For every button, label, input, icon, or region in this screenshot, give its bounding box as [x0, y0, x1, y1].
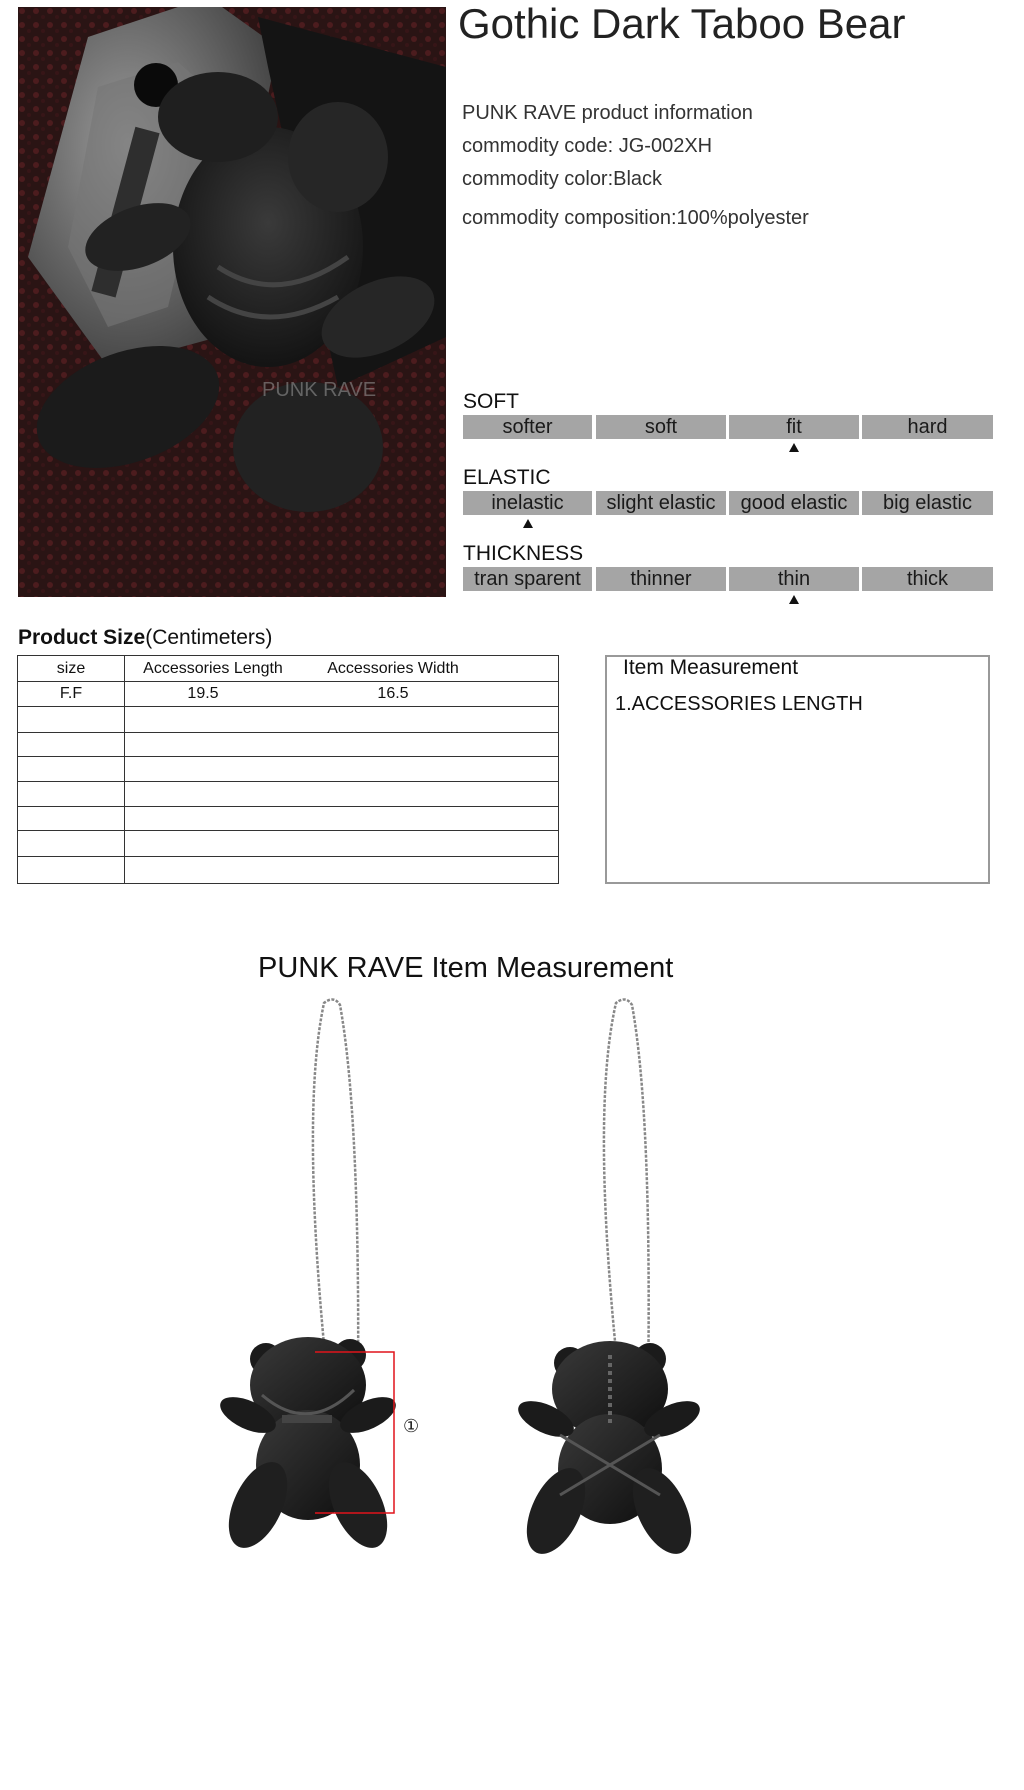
table-rule: [18, 756, 558, 757]
soft-rating-label: SOFT: [463, 390, 519, 413]
soft-rating-scale: [463, 415, 993, 455]
product-size-heading-bold: Product Size: [18, 626, 146, 649]
soft-option: soft: [596, 415, 726, 439]
table-rule: [18, 681, 558, 682]
bear-measurement-art: [200, 995, 760, 1735]
thickness-option: thinner: [596, 567, 726, 591]
elastic-option: slight elastic: [596, 491, 726, 515]
table-column-rule: [124, 656, 125, 883]
product-size-unit: (Centimeters): [145, 626, 273, 649]
commodity-composition-label: commodity composition:: [462, 207, 677, 229]
measurement-callout: ①: [403, 1416, 420, 1437]
thickness-option: tran sparent: [463, 567, 592, 591]
product-title: Gothic Dark Taboo Bear: [458, 0, 906, 47]
product-size-heading: [18, 626, 272, 650]
soft-selected-marker: [789, 443, 799, 452]
elastic-rating-scale: [463, 491, 993, 531]
elastic-option: good elastic: [729, 491, 859, 515]
table-cell-length: 19.5: [187, 685, 219, 702]
thickness-rating-label: THICKNESS: [463, 542, 584, 565]
table-rule: [18, 830, 558, 831]
bear-back: [513, 1341, 705, 1563]
table-rule: [18, 732, 558, 733]
table-cell-size: F.F: [59, 685, 83, 702]
hero-photo-art: [18, 7, 446, 597]
measurement-item: 1.ACCESSORIES LENGTH: [615, 693, 863, 715]
table-header-size: size: [56, 660, 86, 677]
hero-watermark: PUNK RAVE: [262, 379, 377, 401]
commodity-code: [462, 135, 712, 158]
soft-option: softer: [463, 415, 592, 439]
bear-front: [215, 1337, 401, 1557]
commodity-composition-value: 100%polyester: [676, 207, 809, 229]
soft-option: hard: [862, 415, 993, 439]
commodity-composition: [462, 207, 809, 230]
commodity-code-value: JG-002XH: [618, 135, 713, 157]
elastic-rating-label: ELASTIC: [463, 466, 551, 489]
measurement-box: [605, 655, 990, 884]
soft-option: fit: [729, 415, 859, 439]
thickness-option: thick: [862, 567, 993, 591]
measurement-photo: [200, 995, 760, 1735]
elastic-option: inelastic: [463, 491, 592, 515]
table-rule: [18, 781, 558, 782]
elastic-option: big elastic: [862, 491, 993, 515]
table-cell-width: 16.5: [377, 685, 409, 702]
thickness-selected-marker: [789, 595, 799, 604]
table-rule: [18, 806, 558, 807]
measurement-title: Item Measurement: [623, 656, 799, 679]
table-header-length: Accessories Length: [143, 660, 283, 677]
hero-product-photo: [18, 7, 446, 597]
table-rule: [18, 706, 558, 707]
thickness-option: thin: [729, 567, 859, 591]
size-table: [17, 655, 559, 884]
elastic-selected-marker: [523, 519, 533, 528]
photo-section-title: PUNK RAVE Item Measurement: [258, 952, 674, 984]
info-heading: PUNK RAVE product information: [462, 102, 753, 124]
commodity-color: commodity color:Black: [462, 168, 663, 190]
thickness-rating-scale: [463, 567, 993, 607]
table-header-width: Accessories Width: [327, 660, 459, 677]
table-rule: [18, 856, 558, 857]
commodity-code-label: commodity code:: [462, 135, 614, 157]
